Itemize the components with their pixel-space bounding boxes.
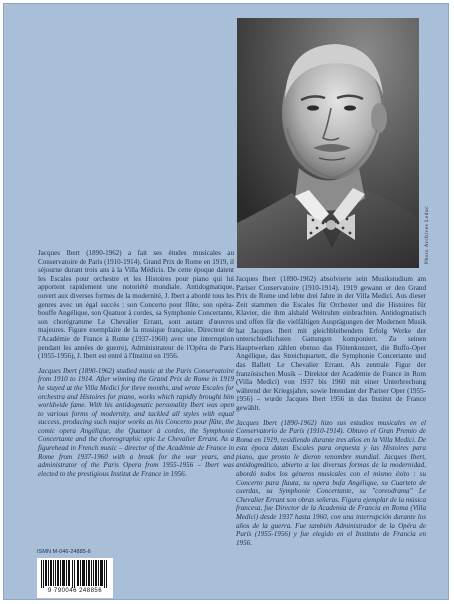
back-cover xyxy=(3,3,449,600)
ismn-number: ISMN M-046-24885-6 xyxy=(37,549,91,555)
spanish-biography: Jacques Ibert (1890-1962) hizo sus estudios musicales en el Conservatorio de París (1910-1914). Obtuvo el Gran Premio de Roma en 1919, residiendo durante tres años en la Villa Medici. De esta época datan Escales para orquesta y las Histoires para piano, que pronto le dieron renombre mundial. Jacques Ibert, antidogmático, abierto a las diversas formas de la modernidad, abordó todos los géneros musicales con el mismo éxito : su Concerto para flauta, su opera bufa Angélique, su Cuarteto de cuerdas, su Symphonie Concertante, su "coreodrama" Le Chevalier Errant son obras señeras. Figura ejemplar de la música francesa, fue Director de la Academia de Francia en Roma (Villa Medici) desde 1937 hasta 1960, con una interrupción durante los años de la guerra. Fue también Administrador de la Opéra de París (1955-1956) y fue elegido en el Instituto de Francia en 1956. xyxy=(236,418,426,547)
barcode-bars xyxy=(37,558,113,588)
german-biography: Jacques Ibert (1890-1962) absolvierte sein Musikstudium am Pariser Conservatoire (1910-1914). 1919 gewann er den Grand Prix de Rome und lebte drei Jahre in der Villa Medici. Aus dieser Zeit stammen die Escales für Orchester und die Histoires für Klavier, die ihm alsbald Weltruhm einbrachten. Antidogmatisch und offen für die vielfältigen Ausprägungen der Modernen Musik hat Jacques Ibert mit gleichbleibendem Erfolg Werke der unterschiedlichsten Gattungen komponiert. Zu seinen Hauptwerken zählen ebenso das Flötenkonzert, die Buffo-Oper Angélique, das Streichquartett, die Symphonie Concertante und das Ballett Le Chevalier Errant. Als zentrale Figur der französischen Musik – Direktor der Académie de France in Rom (Villa Medici) von 1937 bis 1960 mit einer Unterbrechung während der Kriegsjahre, sowie Intendant der Pariser Oper (1955-1956) – wurde Jacques Ibert 1956 in das Institut de France gewählt. xyxy=(236,275,426,412)
english-biography: Jacques Ibert (1890-1962) studied music at the Paris Conservatoire from 1910 to 1914. After winning the Grand Prix de Rome in 1919 he stayed at the Villa Medici for three months, and wrote Escales for orchestra and Histoires for piano, works which rapidly brought him worldwide fame. With his antidogmatic personality Ibert was open to various forms of modernity, and tackled all styles with equal success, producing such major works as his Concerto pour flûte, the comic opera Angélique, the Quatuor à cordes, the Symphonie Concertante and the choreographic epic Le Chevalier Errant. As a figurehead in French music – director of the Académie de France in Rome from 1937-1960 with a break for the war years, and administrator of the Paris Opera from 1955-1956 – Ibert was elected to the prestigious Institut de France in 1956. xyxy=(38,366,234,478)
portrait-illustration xyxy=(237,18,419,268)
left-column xyxy=(38,249,234,484)
barcode-digits: 9 790046 248856 xyxy=(47,588,103,594)
photo-credit: Photo Archives Leduc xyxy=(424,205,430,264)
french-biography: Jacques Ibert (1890-1962) a fait ses études musicales au Conservatoire de Paris (1910-1914). Grand Prix de Rome en 1919, il séjourne durant trois ans à la Villa Médicis. De cette époque datent les Escales pour orchestre et les Histoires pour piano qui lui apportent rapidement une notoriété mondiale. Antidogmatique, ouvert aux diverses formes de la modernité, J. Ibert a abordé tous les genres avec un égal succès : son Concerto pour flûte, son opéra-bouffe Angélique, son Quatuor à cordes, sa Symphonie Concertante, son chorégramme Le Chevalier Errant, sont autant d'œuvres majeures. Figure exemplaire de la musique française, Directeur de l'Académie de France à Rome (1937-1960) avec une interruption pendant les années de guerre), Administrateur de l'Opéra de Paris (1955-1956), J. Ibert est entré à l'Institut en 1956. xyxy=(38,249,234,361)
right-column xyxy=(236,275,426,553)
portrait-photo xyxy=(237,18,419,268)
